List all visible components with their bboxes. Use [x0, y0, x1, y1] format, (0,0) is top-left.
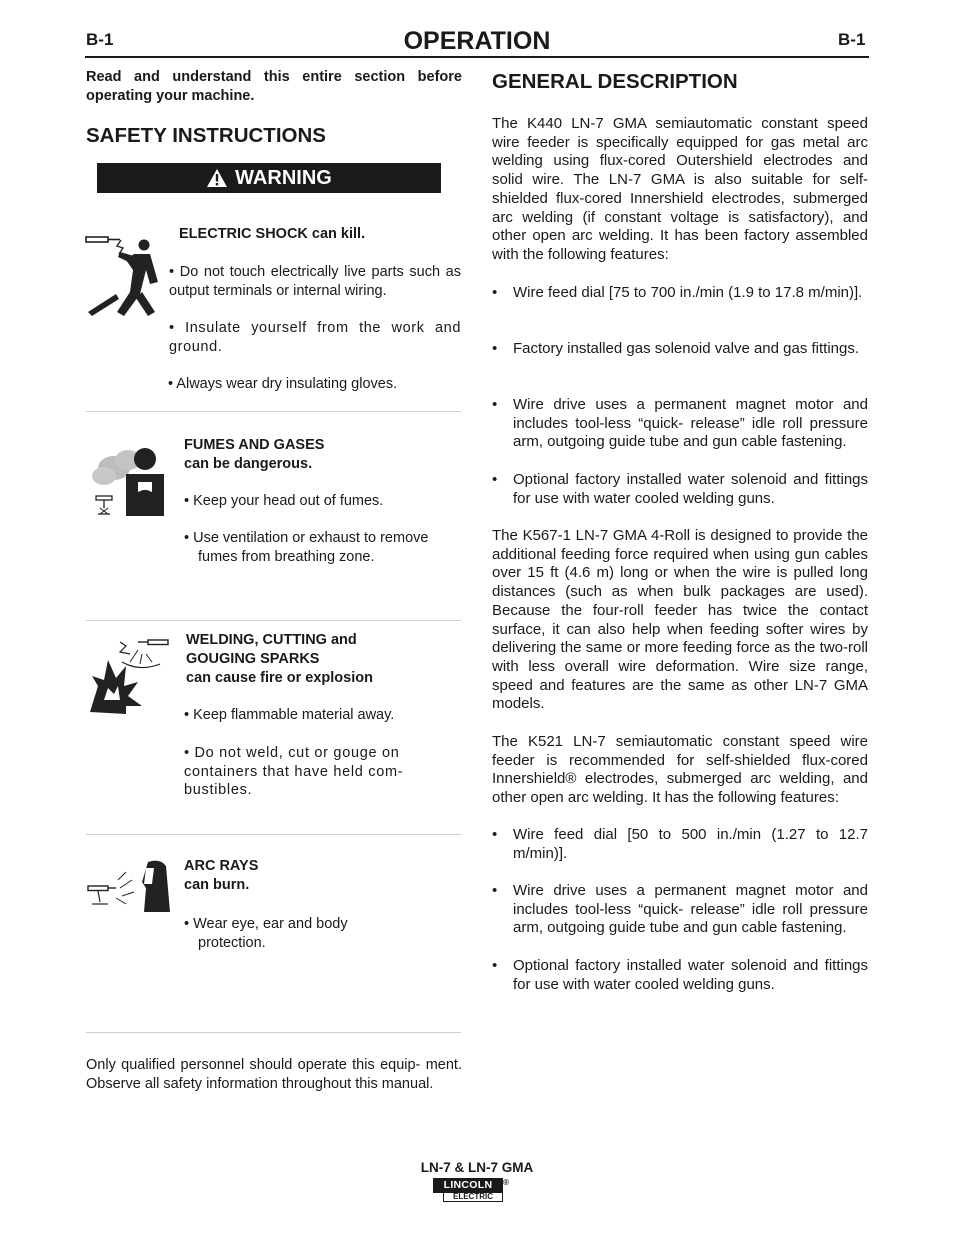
- hazard-title: FUMES AND GASES can be dangerous.: [184, 437, 325, 472]
- fumes-icon: [88, 442, 168, 520]
- feature-bullet: • Factory installed gas solenoid valve and gas fittings.: [492, 340, 860, 357]
- feature-bullet: • Wire feed dial [75 to 700 in./min (1.9 to 17.8 m/min)].: [492, 284, 863, 301]
- description-paragraph: The K521 LN-7 semiautomatic constant speed wire feeder is recommended for self-shielded flux-cored Innershield® electrodes, submerged arc welding, and other open arc welding. It has the following features:: [492, 733, 868, 807]
- separator: [86, 1032, 461, 1033]
- hazard-title: ARC RAYS can burn.: [184, 858, 259, 893]
- lincoln-electric-logo: LINCOLN ELECTRIC ®: [433, 1178, 513, 1203]
- hazard-title: WELDING, CUTTING and GOUGING SPARKS can cause fire or explosion: [186, 632, 373, 686]
- hazard-item: • Insulate yourself from the work and ground.: [169, 320, 461, 355]
- separator: [86, 834, 461, 835]
- feature-bullet: • Wire drive uses a permanent magnet motor and includes tool-less “quick- release” idle roll pressure arm, outgoing guide tube and gun cable fastening.: [492, 396, 868, 451]
- hazard-item: • Use ventilation or exhaust to remove fumes from breathing zone.: [184, 530, 429, 565]
- general-description-heading: GENERAL DESCRIPTION: [492, 70, 738, 93]
- safety-heading: SAFETY INSTRUCTIONS: [86, 124, 326, 147]
- intro-text: Read and understand this entire section before operating your machine.: [86, 69, 462, 104]
- hazard-item: • Do not weld, cut or gouge on containers that have held com- bustibles.: [184, 745, 404, 799]
- section-code-left: B-1: [86, 30, 114, 49]
- closing-note: Only qualified personnel should operate this equip- ment. Observe all safety information throughout this manual.: [86, 1057, 462, 1092]
- feature-bullet: • Wire feed dial [50 to 500 in./min (1.27 to 12.7 m/min)].: [492, 826, 868, 862]
- feature-bullet: • Optional factory installed water solenoid and fittings for use with water cooled welding guns.: [492, 471, 868, 507]
- warning-triangle-icon: [206, 168, 228, 188]
- page-title: OPERATION: [403, 27, 551, 55]
- hazard-item: • Do not touch electrically live parts such as output terminals or internal wiring.: [169, 264, 461, 299]
- separator: [86, 411, 461, 412]
- feature-bullet: • Optional factory installed water solenoid and fittings for use with water cooled welding guns.: [492, 957, 868, 993]
- hazard-item: • Wear eye, ear and body protection.: [184, 916, 348, 951]
- hazard-item: • Always wear dry insulating gloves.: [168, 376, 398, 392]
- feature-bullet: • Wire drive uses a permanent magnet motor and includes tool-less “quick- release” idle roll pressure arm, outgoing guide tube and gun cable fastening.: [492, 882, 868, 937]
- hazard-item: • Keep flammable material away.: [184, 707, 395, 723]
- warning-banner: [97, 163, 441, 193]
- warning-label: WARNING: [235, 166, 332, 189]
- hazard-item: • Keep your head out of fumes.: [184, 493, 384, 509]
- arc-rays-icon: [86, 858, 176, 916]
- header-rule: [85, 56, 869, 58]
- footer-model: LN-7 & LN-7 GMA: [420, 1160, 534, 1175]
- description-paragraph: The K440 LN-7 GMA semiautomatic constant speed wire feeder is specifically equipped for gas metal arc welding using flux-cored Outershield electrodes and solid wire. The LN-7 GMA is also suitable for self-shielded flux-cored Innershield electrodes, submerged arc welding (if constant voltage is satisfactory), and other open arc welding. It has been factory assembled with the following features:: [492, 115, 868, 263]
- electric-shock-icon: [84, 232, 170, 318]
- separator: [86, 620, 461, 621]
- section-code-right: B-1: [838, 30, 866, 49]
- hazard-title: ELECTRIC SHOCK can kill.: [179, 226, 366, 242]
- sparks-explosion-icon: [86, 636, 180, 716]
- description-paragraph: The K567-1 LN-7 GMA 4-Roll is designed to provide the additional feeding force required when using gun cables over 15 ft (4.6 m) long or when the wire is pulled long distances (such as when bulk packages are used). Because the four-roll feeder has twice the contact surface, it can also help when feeding softer wires by delivering the same or more feeding force as the two-roll with less overall wire deformation. Wire size range, speed and features are the same as other LN-7 GMA models.: [492, 527, 868, 713]
